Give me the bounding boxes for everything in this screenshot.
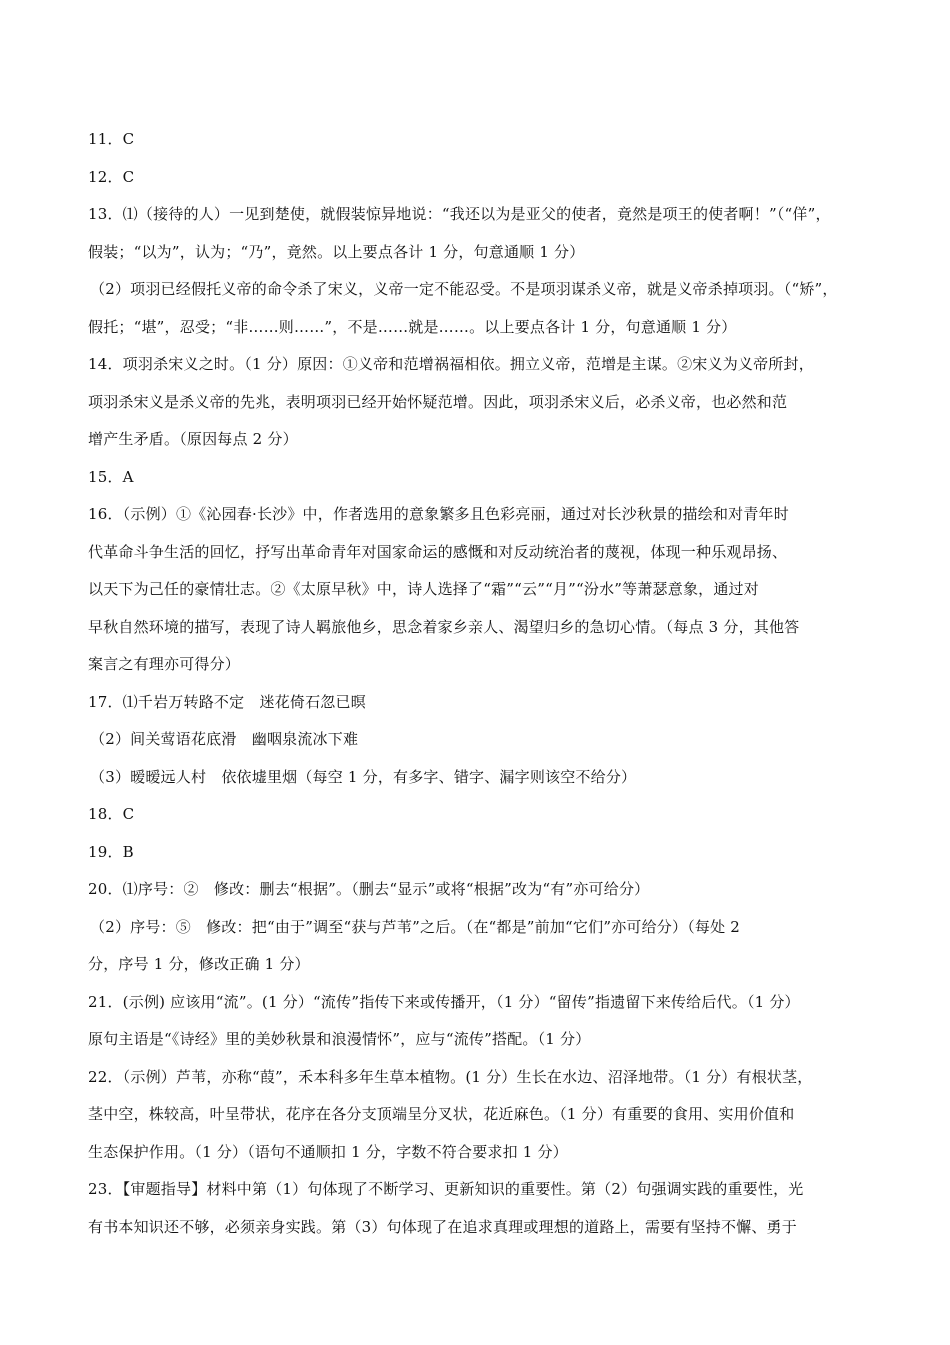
answer-line-21-cont: 原句主语是“《诗经》里的美妙秋景和浪漫情怀”，应与“流传”搭配。（1 分） — [88, 1030, 591, 1048]
answer-line-16-cont-1: 代革命斗争生活的回忆，抒写出革命青年对国家命运的感慨和对反动统治者的蔑视，体现一种乐观昂扬、 — [88, 542, 788, 561]
answer-line-23: 23．【审题指导】材料中第（1）句体现了不断学习、更新知识的重要性。第（2）句强调实践的重要性，光 — [88, 1180, 804, 1198]
answer-line-12: 12．C — [88, 167, 135, 186]
answer-line-22: 22．（示例）芦苇，亦称“葭”，禾本科多年生草本植物。(1 分）生长在水边、沼泽地带。（1 分）有根状茎， — [88, 1067, 813, 1086]
answer-line-15: 15．A — [88, 467, 134, 486]
answer-line-16-cont-3: 早秋自然环境的描写，表现了诗人羁旅他乡，思念着家乡亲人、渴望归乡的急切心情。（每点 3 分，其他答 — [88, 617, 800, 636]
answer-line-18: 18．C — [88, 805, 135, 823]
answer-line-23-cont: 有书本知识还不够，必须亲身实践。第（3）句体现了在追求真理或理想的道路上，需要有坚持不懈、勇于 — [88, 1217, 797, 1236]
answer-line-16-cont-4: 案言之有理亦可得分） — [88, 655, 241, 673]
answer-line-20-2: （2）序号：⑤ 修改：把“由于”调至“获与芦苇”之后。（在“都是”前加“它们”亦可给分）（每处 2 — [90, 917, 741, 936]
answer-line-16-cont-2: 以天下为己任的豪情壮志。②《太原早秋》中，诗人选择了“霜”“云”“月”“汾水”等萧瑟意象，通过对 — [88, 580, 759, 598]
answer-line-11: 11．C — [88, 130, 135, 148]
answer-line-17-3: （3）暧暧远人村 依依墟里烟（每空 1 分，有多字、错字、漏字则该空不给分） — [90, 767, 637, 786]
answer-line-21: 21．(示例) 应该用“流”。(1 分）“流传”指传下来或传播开，（1 分）“留传”指遗留下来传给后代。（1 分） — [88, 992, 800, 1011]
answer-line-19: 19．B — [88, 842, 134, 861]
answer-line-14: 14．项羽杀宋义之时。（1 分）原因：①义帝和范增祸福相依。拥立义帝，范增是主谋。②宋义为义帝所封， — [88, 355, 814, 373]
answer-line-13-2-cont: 假托；“堪”，忍受；“非……则……”，不是……就是……。以上要点各计 1 分，句意通顺 1 分） — [88, 317, 737, 336]
answer-line-16: 16．（示例）①《沁园春·长沙》中，作者选用的意象繁多且色彩亮丽，通过对长沙秋景的描绘和对青年时 — [88, 505, 789, 523]
answer-line-14-cont-2: 增产生矛盾。（原因每点 2 分） — [88, 430, 298, 448]
answer-line-17-1: 17．⑴千岩万转路不定 迷花倚石忽已暝 — [88, 692, 366, 711]
answer-line-17-2: （2）间关莺语花底滑 幽咽泉流冰下难 — [90, 730, 359, 748]
answer-key-page — [88, 121, 868, 1246]
answer-line-22-cont-2: 生态保护作用。（1 分）（语句不通顺扣 1 分，字数不符合要求扣 1 分） — [88, 1142, 568, 1161]
answer-line-13-2: （2）项羽已经假托义帝的命令杀了宋义，义帝一定不能忍受。不是项羽谋杀义帝，就是义帝杀掉项羽。（“矫”， — [90, 280, 838, 298]
answer-line-14-cont-1: 项羽杀宋义是杀义帝的先兆，表明项羽已经开始怀疑范增。因此，项羽杀宋义后，必杀义帝，也必然和范 — [88, 392, 788, 411]
answer-line-20-1: 20．⑴序号：② 修改：删去“根据”。（删去“显示”或将“根据”改为“有”亦可给分） — [88, 880, 650, 898]
answer-line-20-2-cont: 分，序号 1 分，修改正确 1 分） — [88, 955, 310, 973]
answer-line-22-cont-1: 茎中空，株较高，叶呈带状，花序在各分支顶端呈分叉状，花近麻色。（1 分）有重要的食用、实用价值和 — [88, 1105, 795, 1123]
answer-line-13-1-cont: 假装；“以为”，认为；“乃”，竟然。以上要点各计 1 分，句意通顺 1 分） — [88, 242, 585, 261]
answer-line-13-1: 13．⑴（接待的人）一见到楚使，就假装惊异地说：“我还以为是亚父的使者，竟然是项王的使者啊！”（“佯”， — [88, 205, 831, 223]
